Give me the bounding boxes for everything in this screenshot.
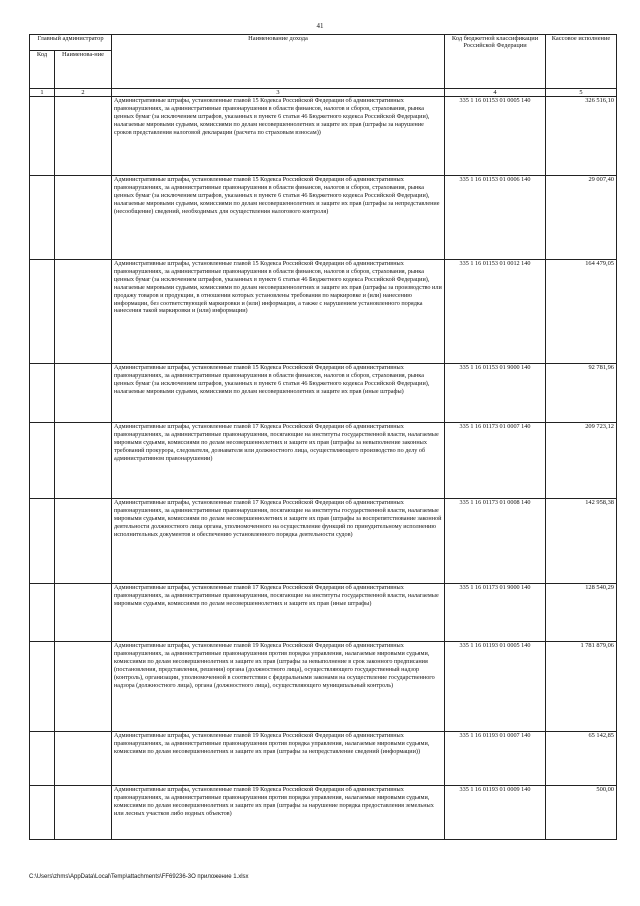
revenue-description: Административные штрафы, установленные главой 19 Кодекса Российской Федерации об административных правонарушениях, за административные правонарушения против порядка управления, налагаемые мировыми судьями, комиссиями по делам несовершеннолетних и защите их прав (штрафы за невыполнение в срок законного предписания (постановления, представления, решения) органа (должностного лица), осуществляющего государственный надзор (контроль), организации, уполномоченной в соответствии с федеральными законами на осуществление государственного надзора (должностного лица), органа (должностного лица), осуществляющего муниципальный контроль) <box>112 642 445 732</box>
admin-name-cell <box>55 176 112 260</box>
cash-amount: 65 142,85 <box>546 732 617 786</box>
admin-name-cell <box>55 499 112 584</box>
code-cell <box>30 499 55 584</box>
cash-amount: 209 723,12 <box>546 423 617 499</box>
revenue-description: Административные штрафы, установленные главой 19 Кодекса Российской Федерации об административных правонарушениях, за административные правонарушения против порядка управления, налагаемые мировыми судьями, комиссиями по делам несовершеннолетних и защите их прав (штрафы за непредставление сведений (информации)) <box>112 732 445 786</box>
kbk-code: 335 1 16 01153 01 0006 140 <box>445 176 546 260</box>
admin-name-cell <box>55 364 112 423</box>
cash-amount: 1 781 879,06 <box>546 642 617 732</box>
code-cell <box>30 423 55 499</box>
table-row <box>30 584 617 642</box>
kbk-code: 335 1 16 01153 01 0005 140 <box>445 97 546 176</box>
kbk-code: 335 1 16 01173 01 0008 140 <box>445 499 546 584</box>
table-row <box>30 786 617 840</box>
cash-amount: 500,00 <box>546 786 617 840</box>
code-cell <box>30 176 55 260</box>
revenue-description: Административные штрафы, установленные главой 17 Кодекса Российской Федерации об административных правонарушениях, за административные правонарушения, посягающие на институты государственной власти, налагаемые мировыми судьями, комиссиями по делам несовершеннолетних и защите их прав (штрафы за воспрепятствование законной деятельности должностного лица органа, уполномоченного на осуществление функций по принудительному исполнению исполнительных документов и обеспечению установленного порядка деятельности судов) <box>112 499 445 584</box>
column-number: 4 <box>445 89 546 97</box>
revenue-description: Административные штрафы, установленные главой 17 Кодекса Российской Федерации об административных правонарушениях, за административные правонарушения, посягающие на институты государственной власти, налагаемые мировыми судьями, комиссиями по делам несовершеннолетних и защите их прав (иные штрафы) <box>112 584 445 642</box>
revenue-description: Административные штрафы, установленные главой 15 Кодекса Российской Федерации об административных правонарушениях, за административные правонарушения в области финансов, налогов и сборов, страхования, рынка ценных бумаг (за исключением штрафов, указанных в пункте 6 статьи 46 Бюджетного кодекса Российской Федерации), налагаемые мировыми судьями, комиссиями по делам несовершеннолетних и защите их прав (иные штрафы) <box>112 364 445 423</box>
table-row <box>30 642 617 732</box>
table-row <box>30 499 617 584</box>
kbk-code: 335 1 16 01153 01 0012 140 <box>445 260 546 364</box>
revenue-name-header: Наименование дохода <box>112 35 445 89</box>
code-cell <box>30 584 55 642</box>
kbk-code: 335 1 16 01193 01 0009 140 <box>445 786 546 840</box>
cash-amount: 128 540,29 <box>546 584 617 642</box>
file-path-footer: C:\Users\zhms\AppData\Local\Temp\attachments\FF69236-3O приложение 1.xlsx <box>29 874 249 880</box>
table-row <box>30 364 617 423</box>
cash-amount: 164 479,05 <box>546 260 617 364</box>
column-number: 5 <box>546 89 617 97</box>
table-row <box>30 732 617 786</box>
kbk-code: 335 1 16 01173 01 9000 140 <box>445 584 546 642</box>
code-cell <box>30 260 55 364</box>
code-cell <box>30 97 55 176</box>
kbk-header: Код бюджетной классификации Российской Федерации <box>445 35 546 89</box>
cash-amount: 142 958,38 <box>546 499 617 584</box>
cash-execution-header: Кассовое исполнение <box>546 35 617 89</box>
table-row <box>30 423 617 499</box>
admin-name-cell <box>55 97 112 176</box>
table-row <box>30 176 617 260</box>
revenue-description: Административные штрафы, установленные главой 15 Кодекса Российской Федерации об административных правонарушениях, за административные правонарушения в области финансов, налогов и сборов, страхования, рынка ценных бумаг (за исключением штрафов, указанных в пункте 6 статьи 46 Бюджетного кодекса Российской Федерации), налагаемые мировыми судьями, комиссиями по делам несовершеннолетних и защите их прав (штрафы за непредставление (несообщение) сведений, необходимых для осуществления налогового контроля) <box>112 176 445 260</box>
kbk-code: 335 1 16 01193 01 0005 140 <box>445 642 546 732</box>
kbk-code: 335 1 16 01193 01 0007 140 <box>445 732 546 786</box>
admin-name-cell <box>55 642 112 732</box>
code-cell <box>30 786 55 840</box>
table-row <box>30 260 617 364</box>
column-number: 1 <box>30 89 55 97</box>
admin-name-cell <box>55 584 112 642</box>
admin-name-header: Наименова-ние <box>55 51 112 89</box>
cash-amount: 29 007,40 <box>546 176 617 260</box>
revenue-description: Административные штрафы, установленные главой 15 Кодекса Российской Федерации об административных правонарушениях, за административные правонарушения в области финансов, налогов и сборов, страхования, рынка ценных бумаг (за исключением штрафов, указанных в пункте 6 статьи 46 Бюджетного кодекса Российской Федерации), налагаемые мировыми судьями, комиссиями по делам несовершеннолетних и защите их прав (штрафы за нарушение сроков представления налоговой декларации (расчета по страховым взносам)) <box>112 97 445 176</box>
kbk-code: 335 1 16 01173 01 0007 140 <box>445 423 546 499</box>
revenue-description: Административные штрафы, установленные главой 19 Кодекса Российской Федерации об административных правонарушениях, за административные правонарушения против порядка управления, налагаемые мировыми судьями, комиссиями по делам несовершеннолетних и защите их прав (штрафы за нарушение порядка предоставления земельных или лесных участков либо водных объектов) <box>112 786 445 840</box>
cash-amount: 326 516,10 <box>546 97 617 176</box>
revenue-description: Административные штрафы, установленные главой 17 Кодекса Российской Федерации об административных правонарушениях, за административные правонарушения, посягающие на институты государственной власти, налагаемые мировыми судьями, комиссиями по делам несовершеннолетних и защите их прав (штрафы за невыполнение законных требований прокурора, следователя, дознавателя или должностного лица, осуществляющего производство по делу об административном правонарушении) <box>112 423 445 499</box>
cash-amount: 92 781,96 <box>546 364 617 423</box>
admin-name-cell <box>55 423 112 499</box>
kbk-code: 335 1 16 01153 01 9000 140 <box>445 364 546 423</box>
column-number: 2 <box>55 89 112 97</box>
admin-name-cell <box>55 260 112 364</box>
column-number: 3 <box>112 89 445 97</box>
page-number: 41 <box>316 22 324 30</box>
code-header: Код <box>30 51 55 89</box>
revenue-description: Административные штрафы, установленные главой 15 Кодекса Российской Федерации об административных правонарушениях, за административные правонарушения в области финансов, налогов и сборов, страхования, рынка ценных бумаг (за исключением штрафов, указанных в пункте 6 статьи 46 Бюджетного кодекса Российской Федерации), налагаемые мировыми судьями, комиссиями по делам несовершеннолетних и защите их прав (штрафы за производство или продажу товаров и продукции, в отношении которых установлены требования по маркировке и (или) нанесению информации, без соответствующей маркировки и (или) информации, а также с нарушением установленного порядка нанесения такой маркировки и (или) информации) <box>112 260 445 364</box>
table-row <box>30 97 617 176</box>
chief-admin-header: Главный администратор <box>30 35 112 51</box>
admin-name-cell <box>55 786 112 840</box>
code-cell <box>30 642 55 732</box>
revenue-table <box>29 34 617 840</box>
code-cell <box>30 364 55 423</box>
admin-name-cell <box>55 732 112 786</box>
code-cell <box>30 732 55 786</box>
